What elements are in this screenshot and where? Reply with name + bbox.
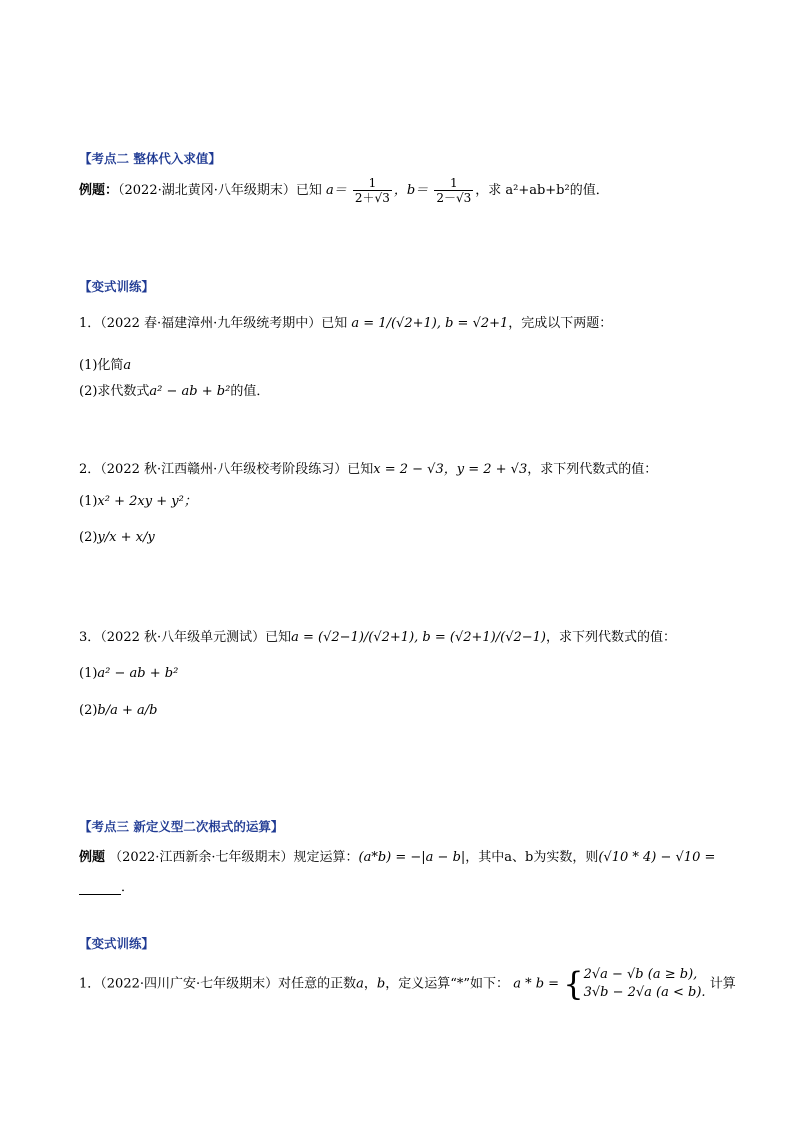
q1-part2: (2)求代数式a² − ab + b²的值． xyxy=(79,384,270,399)
frac-a: $\frac{1}{2+√3}$ xyxy=(354,176,390,205)
left-brace: { xyxy=(563,965,584,1003)
practice-title-1: 【变式训练】 xyxy=(79,279,155,294)
question-2: 2．（2022 秋·江西赣州·八年级校考阶段练习）已知x = 2 − √3，y = 2 + √3，求下列代数式的值： xyxy=(79,462,658,477)
question-1 xyxy=(79,312,612,331)
q3-part1: (1)a² − ab + b² xyxy=(79,666,179,681)
example-tail: ，求 a²+ab+b²的值． xyxy=(475,183,609,198)
q1-condition: a = 1/(√2+1), b = √2+1 xyxy=(351,316,509,331)
q1-part1: (1)化简a xyxy=(79,358,132,373)
q1-tail: ，完成以下两题： xyxy=(508,316,613,331)
q1-source: （2022 春·福建漳州·九年级统考期中）已知 xyxy=(100,316,348,331)
q3-part2: (2)b/a + a/b xyxy=(79,703,158,718)
question-3: 3．（2022 秋·八年级单元测试）已知a = (√2−1)/(√2+1), b = (√2+1)/(√2−1)，求下列代数式的值： xyxy=(79,630,677,645)
q4-cases: 2√a − √b (a ≥ b), 3√b − 2√a (a < b). xyxy=(583,967,706,1000)
section-title-2: 【考点二 整体代入求值】 xyxy=(79,151,221,166)
section-title-3: 【考点三 新定义型二次根式的运算】 xyxy=(79,819,284,834)
q2-condition: x = 2 − √3，y = 2 + √3 xyxy=(373,462,528,477)
q4-lhs: a * b = xyxy=(513,976,560,992)
practice-title-2: 【变式训练】 xyxy=(79,936,155,951)
example-mid: ，b＝ xyxy=(393,183,429,198)
q1-number: 1． xyxy=(79,316,101,331)
example-a-eq: a＝ xyxy=(326,183,347,198)
example-label: 例题： xyxy=(79,183,119,198)
example-source: （2022·湖北黄冈·八年级期末）已知 xyxy=(118,183,322,198)
example-2 xyxy=(79,176,609,205)
q2-part2: (2)y/x + x/y xyxy=(79,530,155,545)
q2-part1: (1)x² + 2xy + y²； xyxy=(79,494,197,509)
example3-expression: (√10 * 4) − √10 = xyxy=(598,850,716,865)
example-3: 例题 （2022·江西新余·七年级期末）规定运算：(a*b) = −|a − b|，其中a、b为实数，则(√10 * 4) − √10 = xyxy=(79,850,716,865)
example3-definition: (a*b) = −|a − b| xyxy=(358,850,466,865)
q3-condition: a = (√2−1)/(√2+1), b = (√2+1)/(√2−1) xyxy=(291,630,546,645)
question-4: 1．（2022·四川广安·七年级期末）对任意的正数a，b，定义运算“*”如下： a * b = { 2√a − √b (a ≥ b), 3√b − 2√a (a < b). 计算 xyxy=(79,965,736,1003)
answer-blank: ． xyxy=(79,876,134,895)
frac-b: $\frac{1}{2-√3}$ xyxy=(436,176,472,205)
